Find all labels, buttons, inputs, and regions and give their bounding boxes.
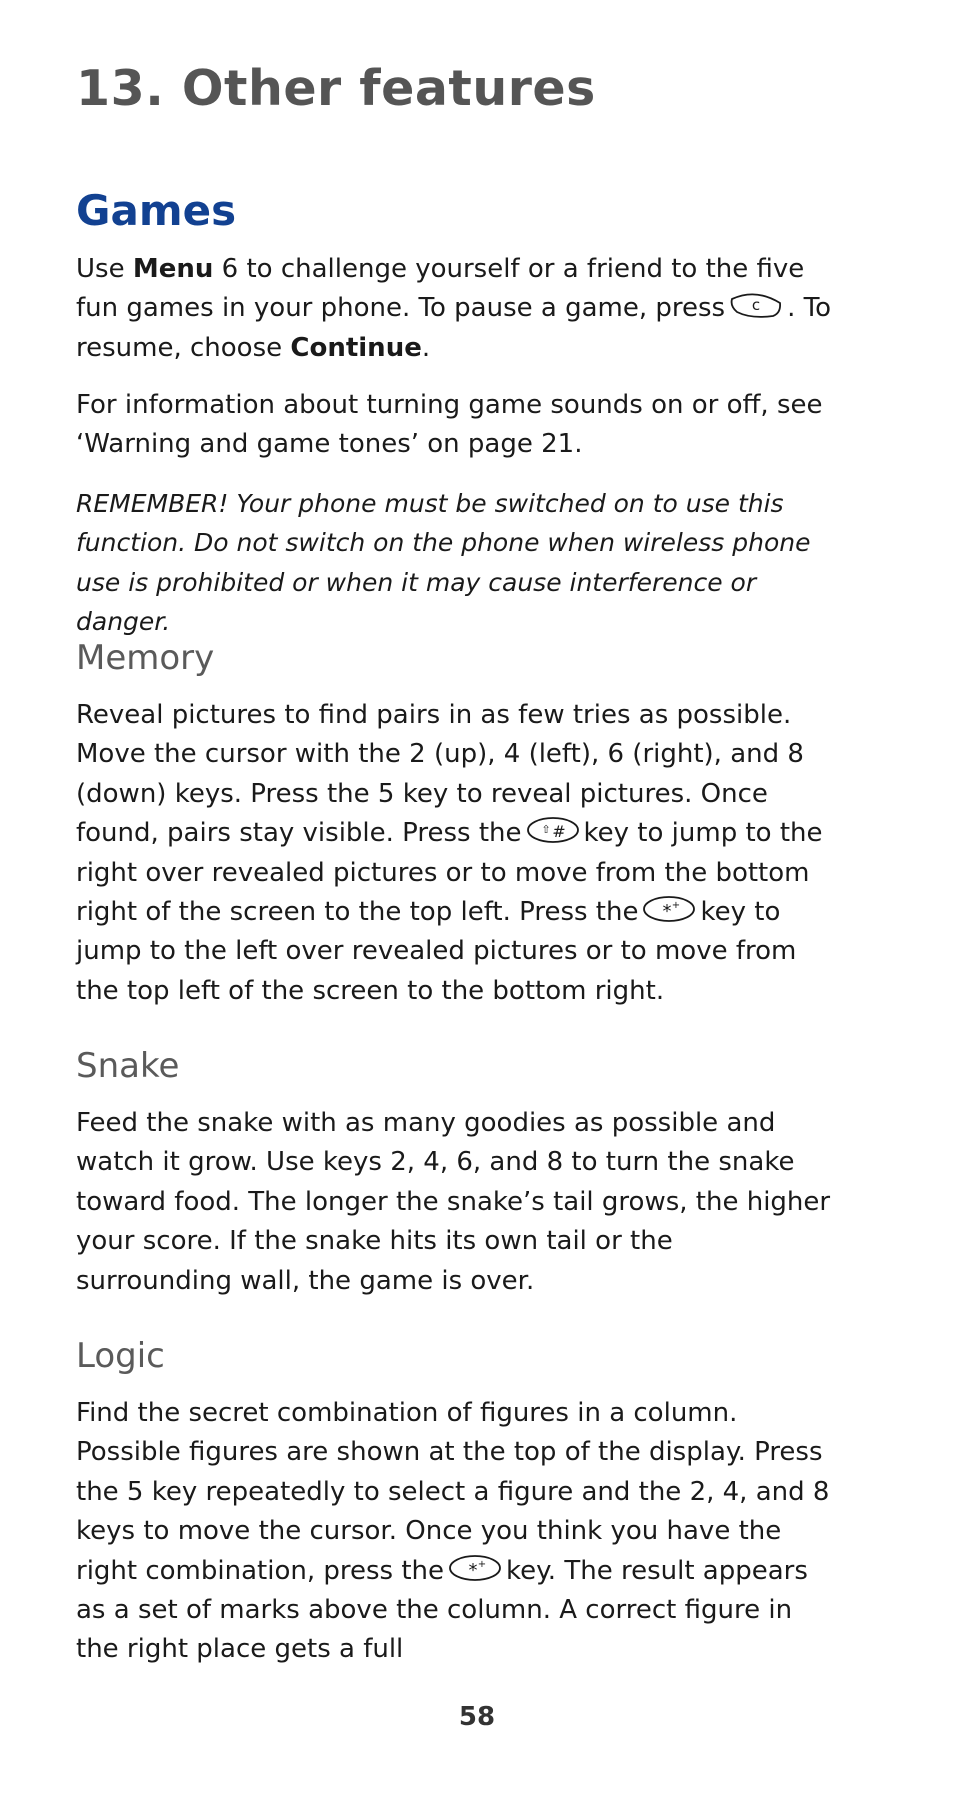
chapter-title: 13. Other features <box>76 60 596 117</box>
remember-note: REMEMBER! Your phone must be switched on to use this function. Do not switch on the phone when wireless phone use is prohibited or when it may cause interference or danger. <box>76 489 811 637</box>
clear-key-icon <box>729 290 783 320</box>
svg-text:+: + <box>477 1558 487 1570</box>
text-run: Find the secret combination of figures in a column. Possible figures are shown at the top of the display. Press the 5 key repeatedly to select a figure and the 2, 4, and 8 keys to move the cursor. Once you think you have the right combination, press the <box>76 1398 830 1586</box>
hash-key-icon <box>526 815 580 845</box>
svg-text:c: c <box>751 296 761 315</box>
text-run: key to jump to the right over revealed pictures or to move from the bottom right of the screen to the top left. Press the <box>76 818 823 928</box>
text-run: Reveal pictures to find pairs in as few tries as possible. Move the cursor with the 2 (up), 4 (left), 6 (right), and 8 (down) keys. Press the 5 key to reveal pictures. Once found, pairs stay visible. Press the <box>76 700 804 849</box>
snake-paragraph: Feed the snake with as many goodies as possible and watch it grow. Use keys 2, 4, 6, and 8 to turn the snake toward food. The longer the snake’s tail grows, the higher your score. If the snake hits its own tail or the surrounding wall, the game is over. <box>76 1108 831 1296</box>
svg-text:#: # <box>551 822 566 842</box>
text-run: key to jump to the left over revealed pictures or to move from the top left of the screen to the bottom right. <box>76 897 797 1006</box>
text-run: . <box>421 332 431 363</box>
games-intro-paragraph <box>76 250 836 368</box>
text-run: Use <box>76 254 133 284</box>
continue-label: Continue <box>290 332 422 363</box>
menu-label: Menu <box>132 254 214 284</box>
section-title-games: Games <box>76 186 237 235</box>
text-run: . To resume, choose <box>76 293 831 363</box>
text-run: key. The result appears as a set of marks above the column. A correct figure in the right place gets a full <box>76 1555 808 1665</box>
svg-text:⇧: ⇧ <box>540 823 551 837</box>
svg-text:*: * <box>662 901 672 923</box>
subsection-title-logic: Logic <box>76 1336 165 1376</box>
text-run: 6 to challenge yourself or a friend to the five fun games in your phone. To pause a game, press <box>76 254 805 324</box>
subsection-title-memory: Memory <box>76 638 215 678</box>
page-number: 58 <box>458 1702 496 1732</box>
star-key-icon <box>448 1553 502 1583</box>
memory-paragraph <box>76 696 836 1011</box>
game-sounds-paragraph: For information about turning game sounds on or off, see ‘Warning and game tones’ on page 21. <box>76 390 823 460</box>
svg-text:+: + <box>672 900 681 912</box>
svg-text:*: * <box>468 1559 478 1581</box>
logic-paragraph <box>76 1394 836 1670</box>
subsection-title-snake: Snake <box>76 1046 180 1086</box>
star-key-icon <box>642 894 696 924</box>
